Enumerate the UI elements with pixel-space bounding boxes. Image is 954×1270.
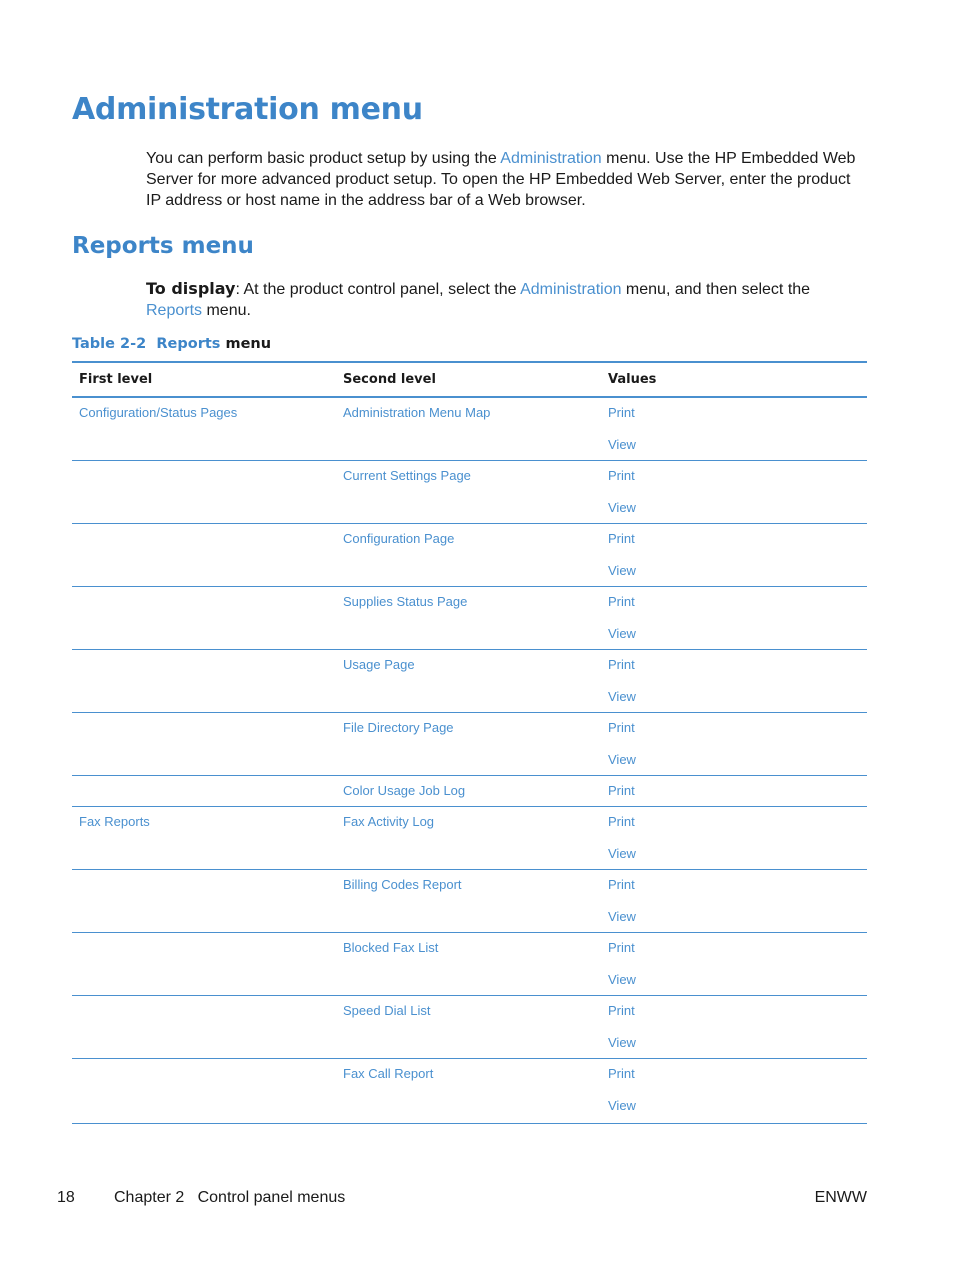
second-level-cell[interactable]: Current Settings Page bbox=[343, 468, 471, 483]
table-body bbox=[72, 398, 867, 1124]
values-cell bbox=[602, 870, 867, 932]
values-cell bbox=[602, 996, 867, 1058]
values-cell bbox=[602, 650, 867, 712]
table-row bbox=[72, 650, 867, 713]
second-level-cell[interactable]: Supplies Status Page bbox=[343, 594, 468, 609]
reports-menu-link[interactable]: Reports bbox=[146, 302, 203, 319]
values-cell bbox=[602, 933, 867, 995]
first-level-cell bbox=[72, 587, 337, 649]
first-level-cell bbox=[72, 1059, 337, 1123]
second-level-cell[interactable]: Fax Call Report bbox=[343, 1066, 434, 1081]
value-option[interactable]: View bbox=[608, 689, 636, 704]
value-option[interactable]: Print bbox=[608, 657, 635, 672]
language-code: ENWW bbox=[814, 1189, 867, 1206]
second-level-cell[interactable]: Color Usage Job Log bbox=[343, 783, 466, 798]
value-option[interactable]: Print bbox=[608, 468, 635, 483]
value-option[interactable]: View bbox=[608, 563, 636, 578]
table-row bbox=[72, 713, 867, 776]
value-option[interactable]: Print bbox=[608, 940, 635, 955]
table-row bbox=[72, 870, 867, 933]
value-option[interactable]: Print bbox=[608, 1003, 635, 1018]
table-header bbox=[72, 363, 867, 398]
value-option[interactable]: Print bbox=[608, 531, 635, 546]
first-level-cell bbox=[72, 650, 337, 712]
values-cell bbox=[602, 776, 867, 806]
first-level-cell bbox=[72, 870, 337, 932]
table-row bbox=[72, 461, 867, 524]
values-cell bbox=[602, 587, 867, 649]
second-level-cell[interactable]: Administration Menu Map bbox=[343, 405, 491, 420]
value-option[interactable]: View bbox=[608, 437, 636, 452]
administration-link[interactable]: Administration bbox=[500, 150, 602, 167]
table-number: Table 2-2 bbox=[72, 336, 147, 352]
values-cell bbox=[602, 807, 867, 869]
value-option[interactable]: Print bbox=[608, 877, 635, 892]
value-option[interactable]: View bbox=[608, 972, 636, 987]
value-option[interactable]: Print bbox=[608, 814, 635, 829]
value-option[interactable]: Print bbox=[608, 783, 635, 798]
first-level-cell bbox=[72, 776, 337, 806]
header-values: Values bbox=[608, 372, 657, 387]
table-caption-suffix: menu bbox=[220, 336, 272, 352]
second-level-cell[interactable]: File Directory Page bbox=[343, 720, 454, 735]
page-number: 18 bbox=[57, 1189, 75, 1206]
second-level-cell[interactable]: Speed Dial List bbox=[343, 1003, 431, 1018]
values-cell bbox=[602, 713, 867, 775]
values-cell bbox=[602, 524, 867, 586]
table-row bbox=[72, 398, 867, 461]
first-level-cell[interactable]: Configuration/Status Pages bbox=[79, 405, 238, 420]
first-level-cell[interactable]: Fax Reports bbox=[79, 814, 150, 829]
display-instructions bbox=[146, 278, 866, 321]
table-row bbox=[72, 1059, 867, 1124]
display-text-1: : At the product control panel, select the bbox=[235, 281, 521, 298]
table-row bbox=[72, 524, 867, 587]
second-level-cell[interactable]: Configuration Page bbox=[343, 531, 455, 546]
table-row bbox=[72, 996, 867, 1059]
values-cell bbox=[602, 1059, 867, 1123]
second-level-cell[interactable]: Usage Page bbox=[343, 657, 415, 672]
second-level-cell[interactable]: Fax Activity Log bbox=[343, 814, 435, 829]
second-level-cell[interactable]: Blocked Fax List bbox=[343, 940, 439, 955]
display-text-3: menu. bbox=[202, 302, 251, 319]
table-row bbox=[72, 776, 867, 807]
table-name: Reports bbox=[156, 336, 221, 352]
value-option[interactable]: Print bbox=[608, 594, 635, 609]
page-title: Administration menu bbox=[72, 92, 423, 127]
value-option[interactable]: Print bbox=[608, 1066, 635, 1081]
intro-text-start: You can perform basic product setup by using the bbox=[146, 150, 501, 167]
intro-text-end: menu. Use the HP Embedded Web Server for more advanced product setup. To open the HP Embedded Web Server, enter the product IP address or host name in the address bar of a Web browser. bbox=[146, 150, 856, 209]
values-cell bbox=[602, 461, 867, 523]
value-option[interactable]: View bbox=[608, 1035, 636, 1050]
intro-paragraph bbox=[146, 148, 866, 211]
reports-menu-table bbox=[72, 361, 867, 1124]
first-level-cell bbox=[72, 933, 337, 995]
header-second-level: Second level bbox=[343, 372, 436, 387]
first-level-cell bbox=[72, 996, 337, 1058]
second-level-cell[interactable]: Billing Codes Report bbox=[343, 877, 462, 892]
value-option[interactable]: View bbox=[608, 909, 636, 924]
first-level-cell bbox=[72, 713, 337, 775]
value-option[interactable]: Print bbox=[608, 405, 635, 420]
header-first-level: First level bbox=[79, 372, 153, 387]
first-level-cell bbox=[72, 524, 337, 586]
value-option[interactable]: View bbox=[608, 752, 636, 767]
section-title: Reports menu bbox=[72, 233, 254, 259]
values-cell bbox=[602, 398, 867, 460]
value-option[interactable]: View bbox=[608, 500, 636, 515]
administration-menu-link[interactable]: Administration bbox=[520, 281, 622, 298]
first-level-cell bbox=[72, 461, 337, 523]
display-text-2: menu, and then select the bbox=[621, 281, 811, 298]
value-option[interactable]: View bbox=[608, 1098, 636, 1113]
value-option[interactable]: View bbox=[608, 626, 636, 641]
table-caption bbox=[72, 336, 271, 352]
table-row bbox=[72, 933, 867, 996]
table-row bbox=[72, 807, 867, 870]
display-label: To display bbox=[146, 279, 236, 298]
value-option[interactable]: Print bbox=[608, 720, 635, 735]
chapter-title: Chapter 2 Control panel menus bbox=[114, 1189, 346, 1206]
table-row bbox=[72, 587, 867, 650]
value-option[interactable]: View bbox=[608, 846, 636, 861]
